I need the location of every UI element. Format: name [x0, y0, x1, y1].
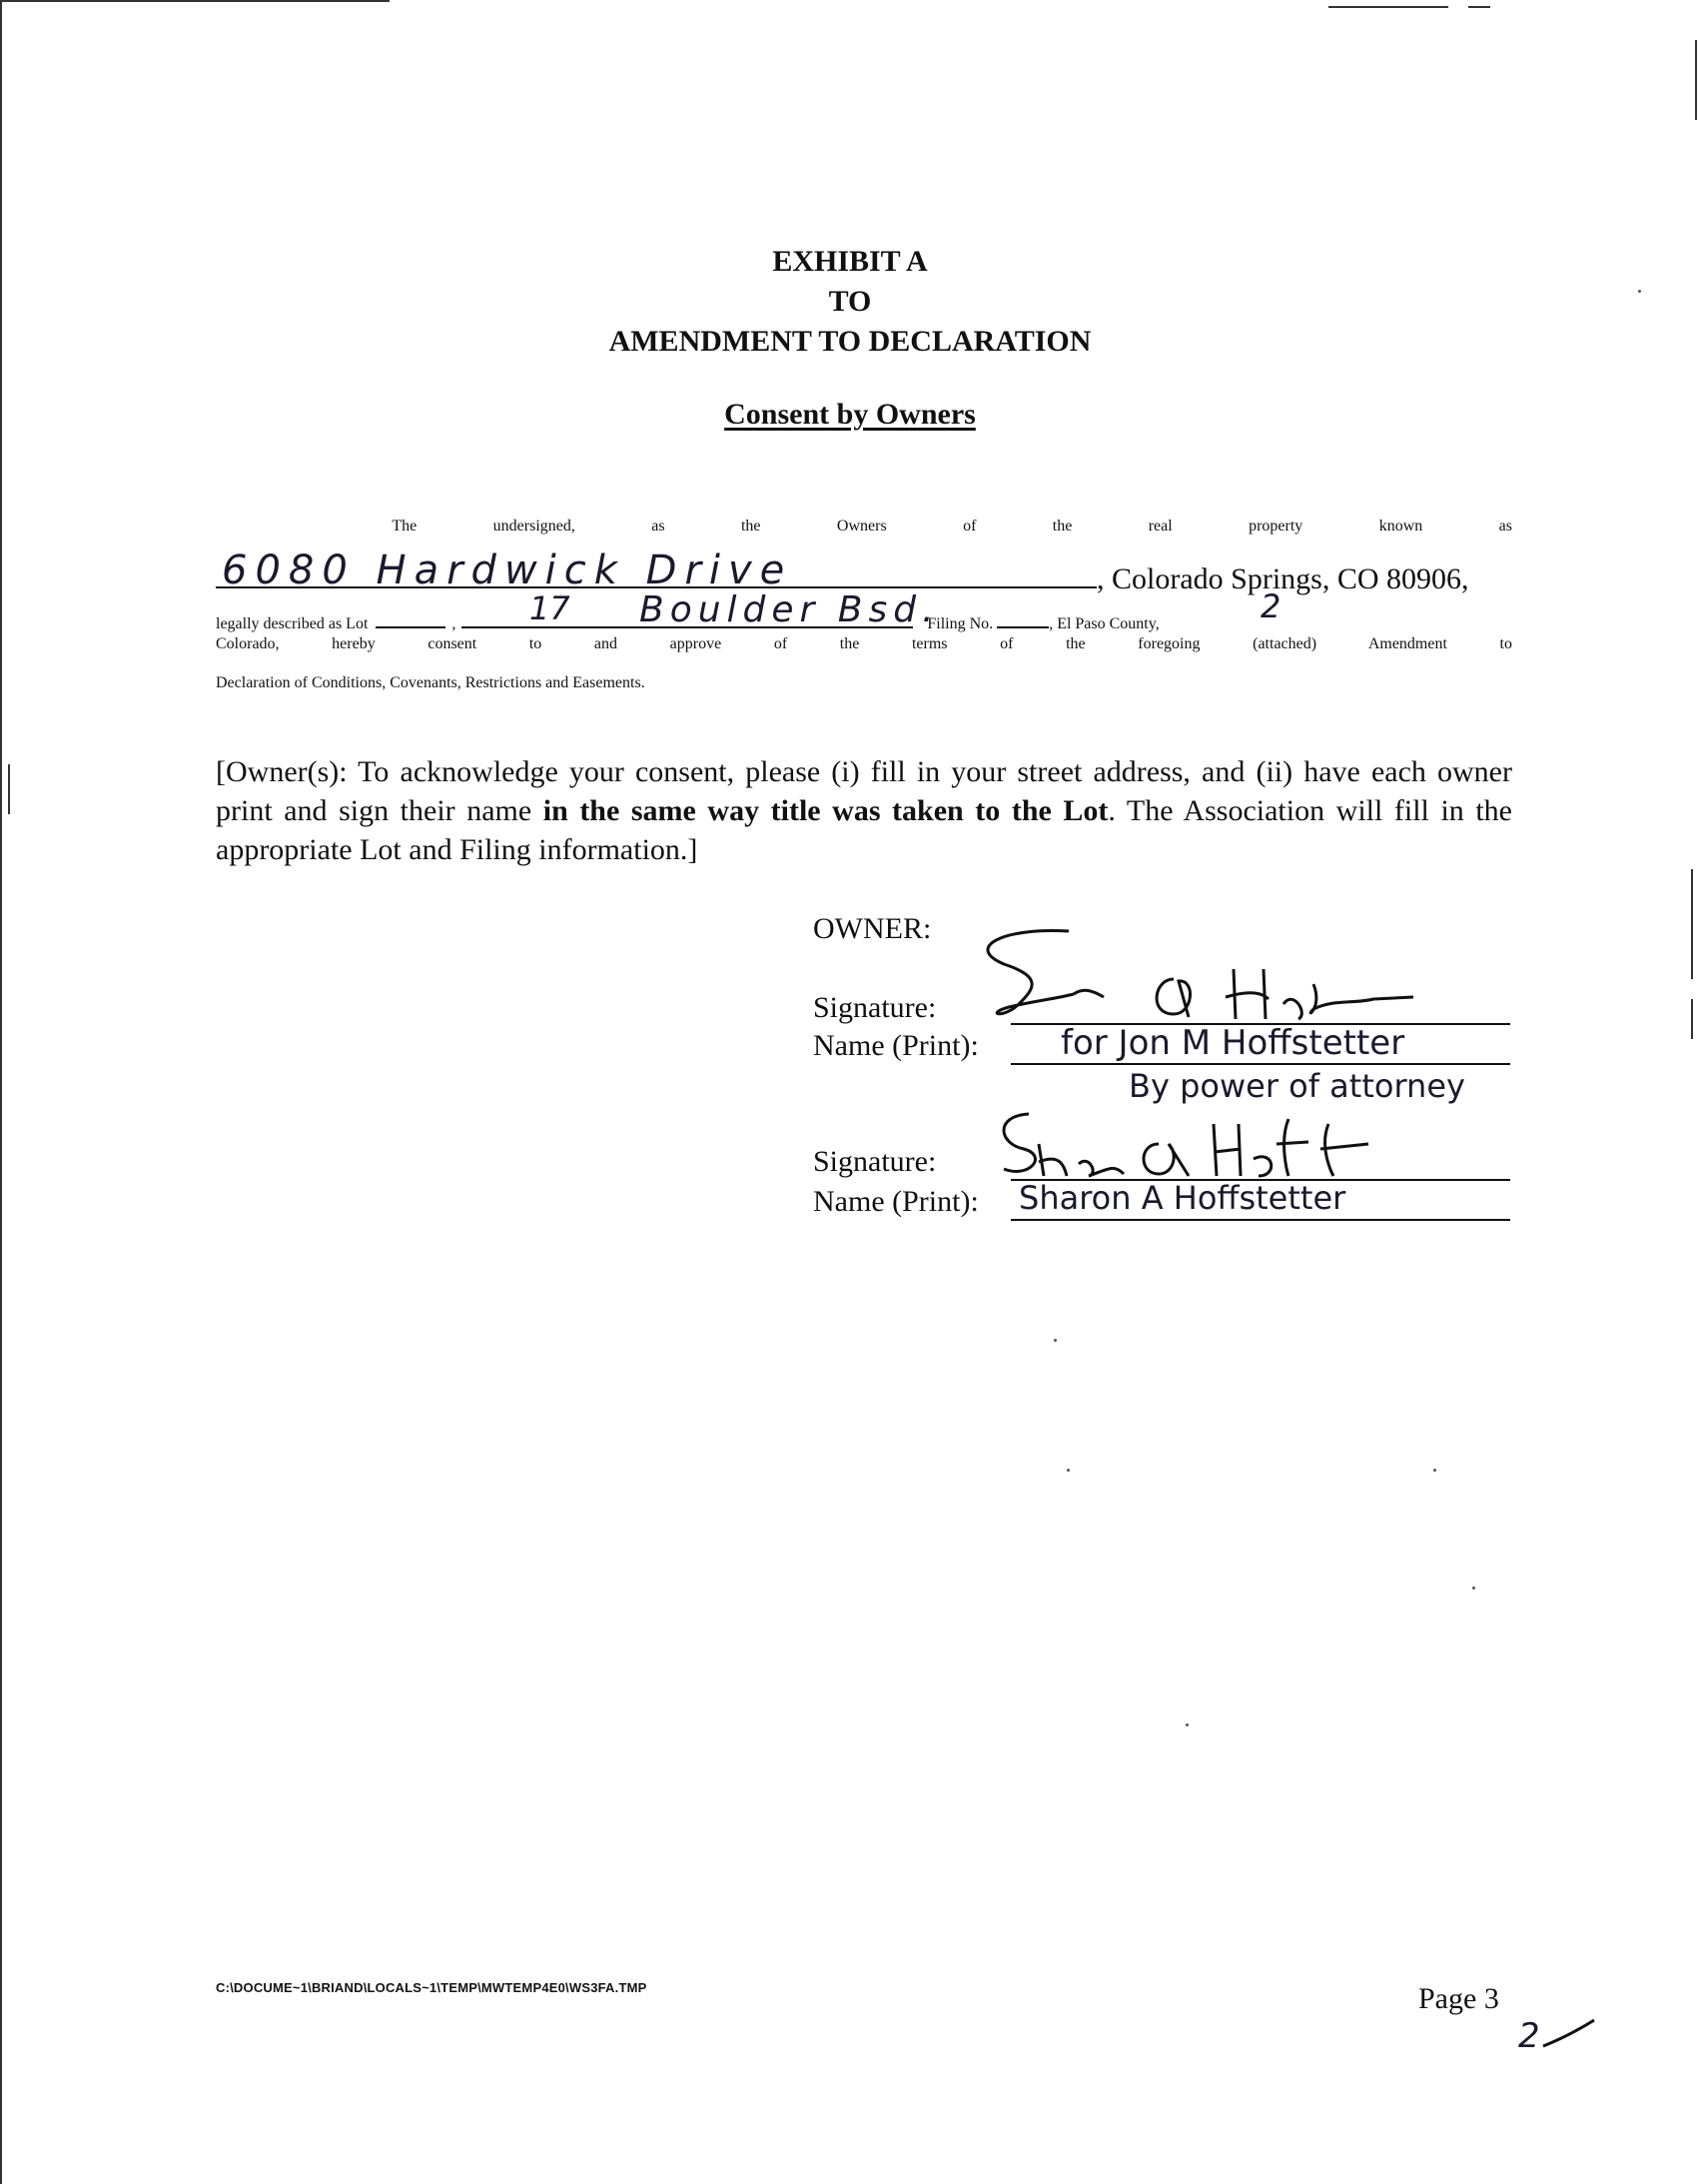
- word: property: [1249, 518, 1303, 535]
- lot-comma: ,: [451, 615, 456, 632]
- scan-speck: [1067, 1469, 1070, 1472]
- signature-label-2: Signature:: [813, 1145, 937, 1178]
- scan-border-top-left: [0, 0, 390, 2]
- word: the: [1052, 518, 1073, 535]
- word: Owners: [836, 518, 887, 535]
- page-number: Page 3: [1418, 1982, 1499, 2015]
- exhibit-to: TO: [828, 285, 872, 318]
- scan-mark-top-right: [1328, 6, 1448, 8]
- exhibit-title: EXHIBIT A: [772, 245, 928, 278]
- word: The: [392, 518, 418, 535]
- address-suffix: , Colorado Springs, CO 80906,: [1097, 562, 1469, 595]
- consent-line-5: Declaration of Conditions, Covenants, Restrictions and Easements.: [216, 674, 645, 691]
- instructions-paragraph: [216, 752, 1512, 869]
- scan-tick-right: [1691, 869, 1693, 979]
- signature-label-1: Signature:: [813, 991, 937, 1024]
- signature-1-scribble: [964, 919, 1423, 1029]
- scan-tick-left: [8, 764, 10, 814]
- instructions-text-1: [Owner(s): To acknowledge your consent, please (i) fill in your street address, and (ii) have each owner print and sign their name: [216, 755, 1512, 827]
- scan-speck: [1472, 1587, 1475, 1590]
- word: as: [651, 518, 665, 535]
- word: real: [1148, 518, 1173, 535]
- owner-label: OWNER:: [813, 912, 932, 945]
- name-field-2[interactable]: [1011, 1217, 1510, 1221]
- scan-border-right: [1695, 40, 1697, 120]
- word: the: [740, 518, 761, 535]
- scan-mark-top-right-2: [1468, 6, 1490, 8]
- subdivision-handwritten: Boulder Bsd.: [639, 589, 940, 630]
- legal-prefix: legally described as Lot: [216, 615, 369, 632]
- filing-field[interactable]: [997, 596, 1049, 628]
- consent-subtitle: Consent by Owners: [724, 398, 976, 431]
- word: known: [1378, 518, 1423, 535]
- filing-label: Filing No.: [927, 615, 994, 632]
- address-handwritten: 6080 Hardwick Drive: [222, 547, 793, 593]
- county-suffix: , El Paso County,: [1049, 615, 1160, 632]
- instructions-text-2: . The Association will fill in the appropriate Lot and Filing information.]: [216, 794, 1512, 866]
- name-label-2: Name (Print):: [813, 1185, 979, 1218]
- name-label-1: Name (Print):: [813, 1029, 979, 1062]
- scan-speck: [1054, 1339, 1057, 1342]
- file-path: C:\DOCUME~1\BRIAND\LOCALS~1\TEMP\MWTEMP4E0\WS3FA.TMP: [216, 1980, 647, 1995]
- lot-handwritten: 17: [529, 589, 570, 627]
- scan-tick-right-2: [1691, 999, 1693, 1039]
- amendment-title: AMENDMENT TO DECLARATION: [608, 325, 1092, 358]
- filing-handwritten: 2: [1261, 587, 1281, 625]
- name-handwritten-1: for Jon M Hoffstetter: [1061, 1023, 1405, 1063]
- instructions-bold: in the same way title was taken to the Lot: [542, 794, 1109, 827]
- name-handwritten-2: Sharon A Hoffstetter: [1019, 1179, 1346, 1217]
- scan-speck: [1433, 1469, 1436, 1472]
- lot-field[interactable]: [376, 596, 445, 628]
- signature-2-scribble: [989, 1104, 1428, 1184]
- margin-note-stroke: [1538, 2016, 1598, 2056]
- consent-line-4: Colorado, hereby consent to and approve of the terms of the foregoing (attached) Amendment to: [216, 635, 1512, 652]
- word: as: [1498, 518, 1512, 535]
- word: of: [963, 518, 977, 535]
- poa-note-handwritten: By power of attorney: [1129, 1067, 1465, 1105]
- margin-note-handwritten: 2: [1518, 2016, 1540, 2056]
- scan-speck: [1186, 1723, 1189, 1726]
- word: undersigned,: [492, 518, 575, 535]
